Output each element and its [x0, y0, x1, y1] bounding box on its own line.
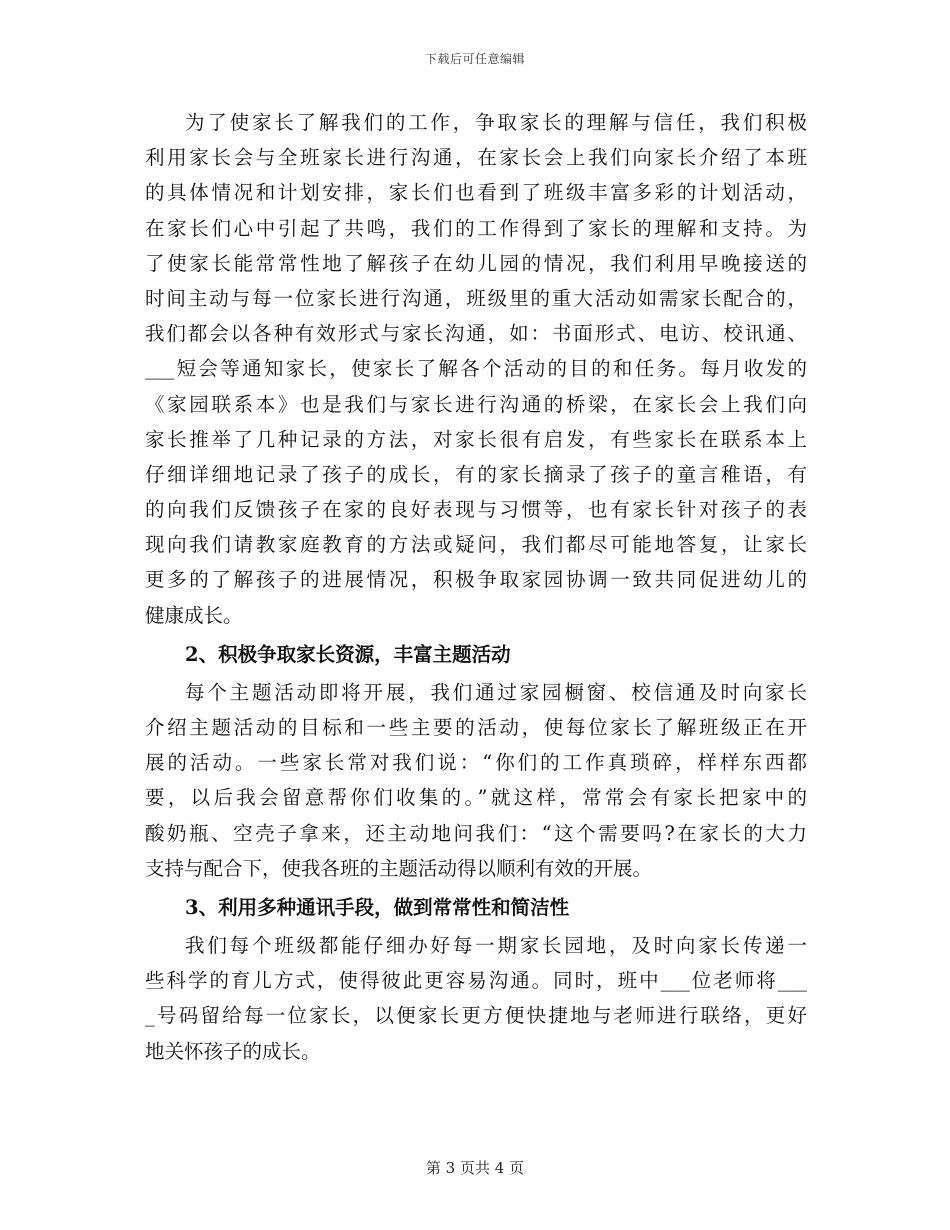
text-line: 支持与配合下，使我各班的主题活动得以顺利有效的开展。	[145, 856, 653, 880]
text-line: 更多的了解孩子的进展情况，积极争取家园协调一致共同促进幼儿的	[145, 568, 807, 592]
document-body	[145, 105, 807, 1069]
text-line: 利用家长会与全班家长进行沟通，在家长会上我们向家长介绍了本班	[145, 146, 807, 170]
text-line: 的向我们反馈孩子在家的良好表现与习惯等，也有家长针对孩子的表	[145, 498, 807, 522]
text-line: 介绍主题活动的目标和一些主要的活动，使每位家长了解班级正在开	[145, 716, 807, 739]
text-line: 我们都会以各种有效形式与家长沟通，如：书面形式、电访、校讯通、	[145, 322, 807, 346]
text-line: 些科学的育儿方式，使得彼此更容易沟通。同时，班中___位老师将___	[145, 969, 807, 993]
text-line: 在家长们心中引起了共鸣，我们的工作得到了家长的理解和支持。为	[145, 216, 807, 240]
text-line: 现向我们请教家庭教育的方法或疑问，我们都尽可能地答复，让家长	[145, 533, 807, 557]
text-line: 要，以后我会留意帮你们收集的。”就这样，常常会有家长把家中的	[145, 786, 807, 810]
paragraph-communication-means	[145, 928, 807, 1069]
text-line: 展的活动。一些家长常对我们说：“你们的工作真琐碎，样样东西都	[145, 751, 807, 775]
paragraph-theme-activities	[145, 675, 807, 886]
text-line: 了使家长能常常性地了解孩子在幼儿园的情况，我们利用早晚接送的	[145, 251, 807, 275]
page-header: 下载后可任意编辑	[424, 52, 525, 66]
section-heading-2: 2、积极争取家长资源，丰富主题活动	[185, 642, 511, 666]
text-line: _号码留给每一位家长，以便家长更方便快捷地与老师进行联络，更好	[145, 1004, 807, 1028]
text-line: 《家园联系本》也是我们与家长进行沟通的桥梁，在家长会上我们向	[145, 392, 807, 416]
text-line: 时间主动与每一位家长进行沟通，班级里的重大活动如需家长配合的，	[145, 286, 807, 310]
page-number-footer: 第 3 页共 4 页	[425, 1159, 525, 1177]
text-line: 我们每个班级都能仔细办好每一期家长园地，及时向家长传递一	[185, 933, 807, 957]
text-line: 每个主题活动即将开展，我们通过家园橱窗、校信通及时向家长	[185, 680, 807, 704]
text-line: 为了使家长了解我们的工作，争取家长的理解与信任，我们积极	[185, 111, 807, 134]
text-line: 的具体情况和计划安排，家长们也看到了班级丰富多彩的计划活动，	[145, 181, 807, 205]
section-heading-3: 3、利用多种通讯手段，做到常常性和简洁性	[185, 895, 570, 919]
text-line: ___短会等通知家长，使家长了解各个活动的目的和任务。每月收发的	[145, 357, 807, 381]
text-line: 酸奶瓶、空壳子拿来，还主动地问我们：“这个需要吗?在家长的大力	[145, 821, 807, 845]
text-line: 地关怀孩子的成长。	[145, 1039, 321, 1063]
text-line: 健康成长。	[145, 603, 243, 627]
text-line: 家长推举了几种记录的方法，对家长很有启发，有些家长在联系本上	[145, 427, 807, 451]
text-line: 仔细详细地记录了孩子的成长，有的家长摘录了孩子的童言稚语，有	[145, 462, 807, 486]
paragraph-parent-communication	[145, 105, 807, 633]
